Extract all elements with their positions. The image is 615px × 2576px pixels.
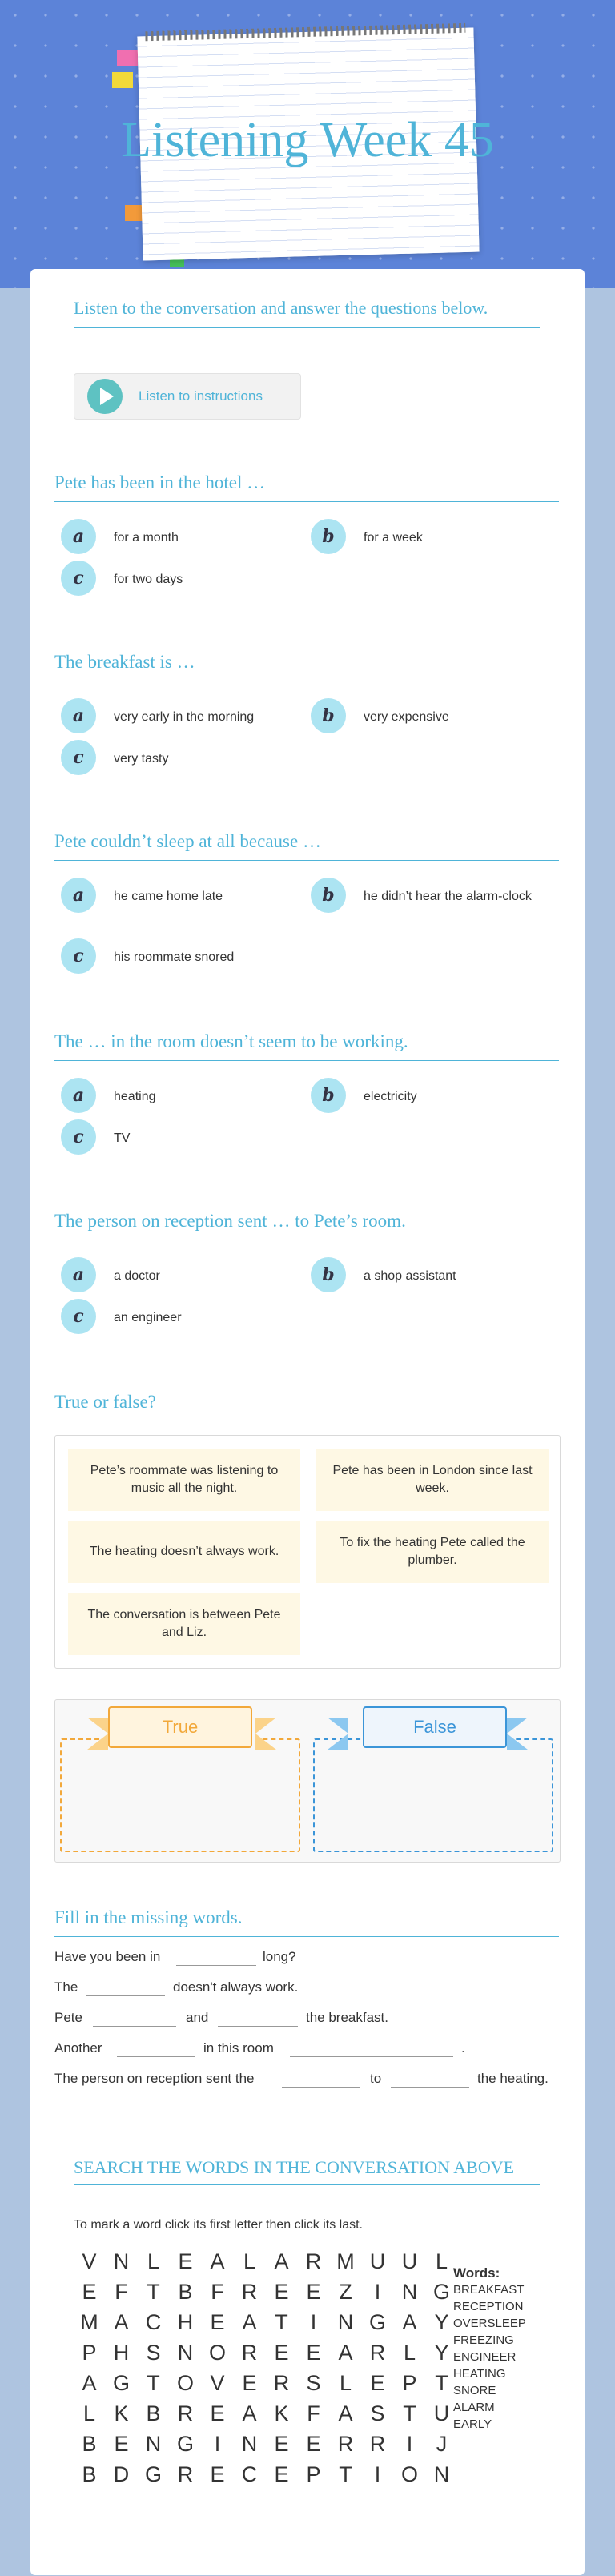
fill-text: The	[54, 1979, 78, 1995]
false-ribbon-tail-left	[328, 1718, 348, 1750]
letter-cell[interactable]: R	[369, 2432, 387, 2456]
false-drop-zone[interactable]	[313, 1738, 553, 1852]
letter-cell[interactable]: P	[306, 2462, 322, 2486]
word-list-item: BREAKFAST	[453, 2283, 525, 2297]
fill-text: .	[461, 2040, 465, 2056]
letter-cell[interactable]: I	[310, 2310, 318, 2334]
letter-cell[interactable]: E	[306, 2341, 322, 2365]
letter-cell[interactable]: N	[177, 2341, 195, 2365]
true-false-title: True or false?	[54, 1392, 559, 1421]
letter-cell[interactable]: R	[241, 2341, 259, 2365]
question-title: Pete has been in the hotel …	[54, 472, 559, 502]
letter-cell[interactable]: S	[306, 2371, 322, 2395]
option-letter-badge[interactable]: c	[61, 938, 96, 974]
option-text: a doctor	[114, 1269, 160, 1283]
letter-cell[interactable]: S	[370, 2401, 386, 2425]
letter-cell[interactable]: V	[82, 2249, 98, 2273]
letter-cell[interactable]: F	[307, 2401, 321, 2425]
letter-cell[interactable]: I	[214, 2432, 222, 2456]
word-list	[453, 2265, 526, 2433]
blank-input[interactable]	[290, 2040, 453, 2057]
option-letter-badge[interactable]: c	[61, 740, 96, 775]
option-text: heating	[114, 1090, 156, 1103]
word-list-item: ALARM	[453, 2401, 495, 2414]
letter-cell[interactable]: E	[274, 2432, 290, 2456]
letter-cell[interactable]: A	[242, 2401, 258, 2425]
letter-cell[interactable]: A	[274, 2249, 290, 2273]
letter-cell[interactable]: R	[241, 2280, 259, 2304]
audio-label: Listen to instructions	[139, 388, 263, 404]
letter-cell[interactable]: R	[337, 2432, 355, 2456]
option-text: very early in the morning	[114, 710, 255, 724]
letter-cell[interactable]: I	[374, 2280, 382, 2304]
letter-cell[interactable]: N	[241, 2432, 259, 2456]
fill-text: The person on reception sent the	[54, 2071, 255, 2086]
letter-cell[interactable]: E	[370, 2371, 386, 2395]
letter-cell[interactable]: C	[145, 2310, 163, 2334]
letter-cell[interactable]: P	[402, 2371, 418, 2395]
blank-input[interactable]	[176, 1949, 256, 1966]
play-icon[interactable]	[87, 379, 123, 414]
fill-line-4	[54, 2040, 559, 2060]
letter-cell[interactable]: B	[82, 2462, 98, 2486]
letter-cell[interactable]: V	[210, 2371, 226, 2395]
letter-cell[interactable]: Z	[339, 2280, 353, 2304]
word-search-instructions: To mark a word click its first letter then click its last.	[74, 2218, 363, 2232]
true-drop-zone[interactable]	[60, 1738, 300, 1852]
word-list-item: FREEZING	[453, 2333, 514, 2347]
letter-cell[interactable]: U	[369, 2249, 387, 2273]
word-list-item: ENGINEER	[453, 2350, 517, 2364]
fill-text: Another	[54, 2040, 102, 2056]
letter-cell[interactable]: R	[369, 2341, 387, 2365]
notepad-tab-yellow	[112, 72, 133, 88]
letter-cell[interactable]: A	[210, 2249, 226, 2273]
letter-cell[interactable]: E	[82, 2280, 98, 2304]
letter-cell[interactable]: E	[274, 2280, 290, 2304]
letter-cell[interactable]: F	[211, 2280, 225, 2304]
tf-card[interactable]: The heating doesn’t always work.	[68, 1521, 300, 1583]
question-title: Pete couldn’t sleep at all because …	[54, 831, 559, 861]
fill-text: doesn't always work.	[173, 1979, 299, 1995]
letter-cell[interactable]: T	[275, 2310, 289, 2334]
letter-cell[interactable]: U	[433, 2401, 451, 2425]
letter-cell[interactable]: J	[436, 2432, 448, 2456]
fill-line-3	[54, 2010, 559, 2029]
option-letter-badge[interactable]: b	[311, 878, 346, 913]
word-list-item: OVERSLEEP	[453, 2317, 526, 2330]
letter-cell[interactable]: Y	[434, 2341, 450, 2365]
fill-text: Have you been in	[54, 1949, 161, 1964]
tf-card[interactable]: Pete’s roommate was listening to music all the night.	[68, 1449, 300, 1511]
option-text: he came home late	[114, 890, 223, 903]
letter-cell[interactable]: G	[176, 2432, 195, 2456]
letter-cell[interactable]: G	[368, 2310, 387, 2334]
letter-cell[interactable]: R	[177, 2462, 195, 2486]
fill-line-2	[54, 1979, 559, 1999]
tf-card[interactable]: Pete has been in London since last week.	[316, 1449, 549, 1511]
letter-cell[interactable]: P	[82, 2341, 98, 2365]
blank-input[interactable]	[282, 2071, 360, 2088]
letter-cell[interactable]: U	[401, 2249, 419, 2273]
letter-cell[interactable]: E	[274, 2341, 290, 2365]
option-letter-badge[interactable]: a	[61, 698, 96, 733]
letter-cell[interactable]: N	[433, 2462, 451, 2486]
letter-cell[interactable]: A	[338, 2401, 354, 2425]
letter-cell[interactable]: M	[336, 2249, 356, 2273]
word-list-title: Words:	[453, 2265, 500, 2281]
option-letter-badge[interactable]: a	[61, 878, 96, 913]
question-title: The person on reception sent … to Pete’s room.	[54, 1211, 559, 1240]
letter-cell[interactable]: N	[401, 2280, 419, 2304]
letter-cell[interactable]: A	[82, 2371, 98, 2395]
tf-card[interactable]: To fix the heating Pete called the plumber.	[316, 1521, 549, 1583]
fill-line-1	[54, 1949, 559, 1968]
option-letter-badge[interactable]: b	[311, 519, 346, 554]
header-banner	[0, 0, 615, 288]
letter-cell[interactable]: H	[177, 2310, 195, 2334]
blank-input[interactable]	[117, 2040, 195, 2057]
letter-cell[interactable]: O	[400, 2462, 419, 2486]
letter-cell[interactable]: C	[241, 2462, 259, 2486]
word-list-item: EARLY	[453, 2417, 492, 2431]
tf-card[interactable]: The conversation is between Pete and Liz.	[68, 1593, 300, 1655]
page-title: Listening Week 45	[121, 113, 494, 167]
true-ribbon-tail-left	[87, 1718, 108, 1750]
letter-cell[interactable]: I	[374, 2462, 382, 2486]
question-title: The … in the room doesn’t seem to be working.	[54, 1031, 559, 1061]
letter-cell[interactable]: A	[338, 2341, 354, 2365]
question-title: The breakfast is …	[54, 652, 559, 681]
option-text: his roommate snored	[114, 950, 235, 964]
letter-cell[interactable]: L	[82, 2401, 97, 2425]
true-label: True	[108, 1706, 252, 1748]
option-text: he didn’t hear the alarm-clock	[364, 890, 532, 903]
letter-cell[interactable]: N	[145, 2432, 163, 2456]
instructions-text: Listen to the conversation and answer the questions below.	[74, 298, 540, 328]
fill-line-5	[54, 2071, 567, 2090]
audio-instructions-button[interactable]	[74, 373, 301, 420]
option-letter-badge[interactable]: c	[61, 561, 96, 596]
letter-cell[interactable]: I	[406, 2432, 414, 2456]
letter-cell[interactable]: L	[403, 2341, 417, 2365]
fill-text: to	[370, 2071, 382, 2086]
letter-cell[interactable]: L	[147, 2249, 161, 2273]
option-text: for a month	[114, 531, 179, 545]
letter-cell[interactable]: E	[178, 2249, 194, 2273]
option-letter-badge[interactable]: a	[61, 1257, 96, 1292]
letter-cell[interactable]: T	[147, 2371, 161, 2395]
letter-cell[interactable]: F	[115, 2280, 129, 2304]
option-text: very tasty	[114, 752, 169, 766]
notepad-spiral	[145, 23, 465, 41]
blank-input[interactable]	[93, 2010, 176, 2027]
letter-cell[interactable]: A	[114, 2310, 130, 2334]
letter-cell[interactable]: N	[337, 2310, 355, 2334]
letter-cell[interactable]: B	[146, 2401, 162, 2425]
true-false-sorting-area	[54, 1699, 561, 1863]
letter-cell[interactable]: E	[274, 2462, 290, 2486]
fill-text: in this room	[203, 2040, 274, 2056]
letter-cell[interactable]: G	[432, 2280, 451, 2304]
letter-cell[interactable]: O	[176, 2371, 195, 2395]
letter-cell[interactable]: E	[306, 2280, 322, 2304]
letter-cell[interactable]: S	[146, 2341, 162, 2365]
letter-cell[interactable]: K	[274, 2401, 290, 2425]
letter-cell[interactable]: R	[305, 2249, 323, 2273]
word-list-item: RECEPTION	[453, 2300, 524, 2313]
letter-cell[interactable]: E	[210, 2310, 226, 2334]
letter-cell[interactable]: D	[113, 2462, 131, 2486]
word-list-item: HEATING	[453, 2367, 506, 2381]
fill-text: Pete	[54, 2010, 82, 2025]
letter-cell[interactable]: R	[273, 2371, 291, 2395]
letter-cell[interactable]: T	[147, 2280, 161, 2304]
false-ribbon-tail-right	[507, 1718, 528, 1750]
letter-cell[interactable]: L	[243, 2249, 257, 2273]
letter-cell[interactable]: E	[242, 2371, 258, 2395]
option-text: TV	[114, 1131, 131, 1145]
option-letter-badge[interactable]: c	[61, 1299, 96, 1334]
option-text: an engineer	[114, 1311, 182, 1324]
blank-input[interactable]	[86, 1979, 165, 1996]
word-list-item: SNORE	[453, 2384, 496, 2397]
notepad-tab-pink	[117, 50, 138, 66]
option-text: a shop assistant	[364, 1269, 456, 1283]
letter-cell[interactable]: T	[339, 2462, 353, 2486]
option-letter-badge[interactable]: a	[61, 519, 96, 554]
blank-input[interactable]	[218, 2010, 298, 2027]
fill-text: and	[186, 2010, 209, 2025]
blank-input[interactable]	[391, 2071, 469, 2088]
letter-cell[interactable]: B	[82, 2432, 98, 2456]
letter-cell[interactable]: N	[113, 2249, 131, 2273]
option-text: for two days	[114, 573, 183, 586]
letter-cell[interactable]: E	[306, 2432, 322, 2456]
letter-cell[interactable]: E	[210, 2462, 226, 2486]
true-ribbon-tail-right	[255, 1718, 276, 1750]
letter-cell[interactable]: B	[178, 2280, 194, 2304]
option-letter-badge[interactable]: b	[311, 1257, 346, 1292]
option-text: electricity	[364, 1090, 417, 1103]
letter-cell[interactable]: E	[210, 2401, 226, 2425]
fill-text: the breakfast.	[306, 2010, 389, 2025]
letter-cell[interactable]: K	[114, 2401, 130, 2425]
letter-cell[interactable]: T	[403, 2401, 417, 2425]
letter-cell[interactable]: G	[112, 2371, 131, 2395]
letter-cell[interactable]: Y	[434, 2310, 450, 2334]
fill-text: the heating.	[477, 2071, 549, 2086]
option-letter-badge[interactable]: a	[61, 1078, 96, 1113]
letter-cell[interactable]: L	[435, 2249, 449, 2273]
letter-cell[interactable]: E	[114, 2432, 130, 2456]
option-letter-badge[interactable]: c	[61, 1119, 96, 1155]
letter-cell[interactable]: H	[113, 2341, 131, 2365]
false-label: False	[363, 1706, 507, 1748]
letter-cell[interactable]: G	[144, 2462, 163, 2486]
letter-cell[interactable]: M	[80, 2310, 99, 2334]
option-letter-badge[interactable]: b	[311, 698, 346, 733]
word-search-title: SEARCH THE WORDS IN THE CONVERSATION ABOVE	[74, 2157, 540, 2185]
fill-text: long?	[263, 1949, 296, 1964]
letter-cell[interactable]: O	[208, 2341, 227, 2365]
letter-cell[interactable]: L	[339, 2371, 353, 2395]
option-text: very expensive	[364, 710, 449, 724]
true-false-cards	[54, 1435, 561, 1669]
option-text: for a week	[364, 531, 423, 545]
letter-cell[interactable]: A	[242, 2310, 258, 2334]
letter-cell[interactable]: A	[402, 2310, 418, 2334]
fill-title: Fill in the missing words.	[54, 1907, 559, 1937]
letter-cell[interactable]: R	[177, 2401, 195, 2425]
option-letter-badge[interactable]: b	[311, 1078, 346, 1113]
letter-cell[interactable]: T	[435, 2371, 449, 2395]
